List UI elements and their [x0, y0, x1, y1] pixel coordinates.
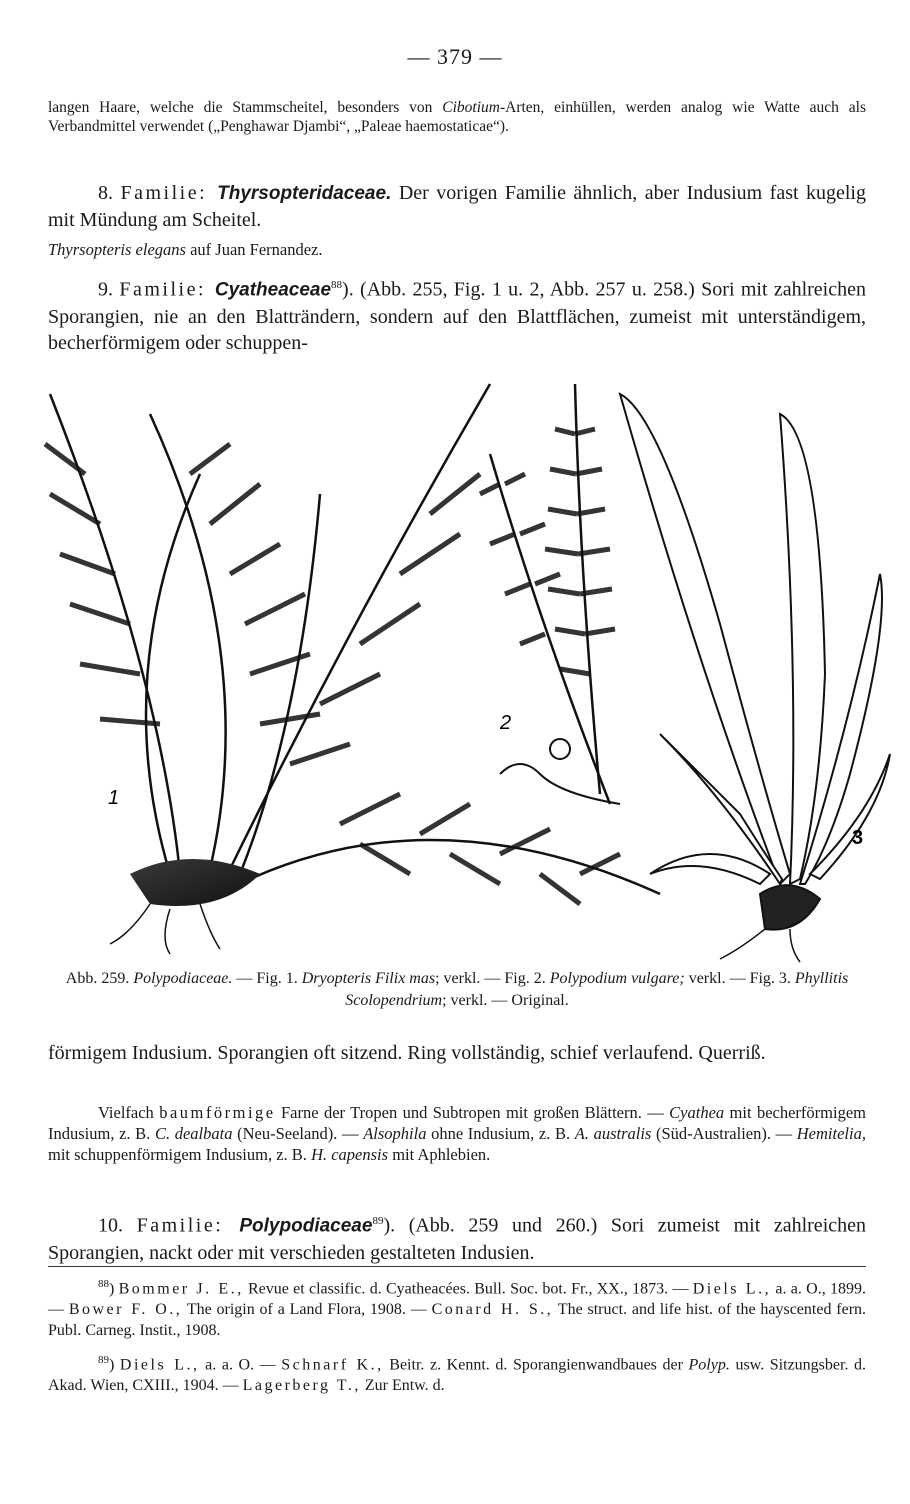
p3-spaced: baumförmige [159, 1103, 276, 1122]
caption-family: Polypodiaceae. [133, 970, 233, 987]
p3-hemitelia: Hemitelia, [796, 1124, 866, 1143]
fn88-bommer: Bommer J. E., [118, 1280, 244, 1298]
fn89-a2: a. a. O. — [199, 1356, 282, 1374]
phyllitis-drawing [620, 394, 890, 962]
fn89-a1: ) [109, 1356, 120, 1374]
footnote-ref-88: 88 [331, 279, 343, 291]
paragraph-intro [48, 98, 866, 136]
polypodium-drawing [480, 384, 620, 804]
thyrsopteris-species: Thyrsopteris elegans [48, 240, 186, 259]
family-10-label: Familie: [136, 1214, 240, 1237]
footnote-rule [48, 1266, 866, 1267]
paragraph-tree-ferns [48, 1102, 866, 1165]
family-9-name: Cyatheaceae [214, 279, 332, 301]
family-8-text: Der vorigen Familie ähnlich, aber Indusium fast kugelig mit Mündung am Scheitel. [48, 182, 866, 231]
fn89-a5: Zur Entw. d. [360, 1377, 445, 1395]
thyrsopteris-location: auf Juan Fernandez. [185, 240, 323, 259]
caption-end: ; verkl. — Original. [442, 992, 569, 1009]
caption-fig3: verkl. — Fig. 3. [684, 970, 795, 987]
fn89-lagerberg: Lagerberg T., [242, 1377, 361, 1395]
fern-figure [20, 374, 900, 966]
footnote-ref-89: 89 [372, 1215, 384, 1227]
cibotium-italic: Cibotium [442, 99, 500, 116]
family-8-species [48, 240, 866, 259]
family-10-name: Polypodiaceae [239, 1215, 373, 1237]
p3-cyathea: Cyathea [669, 1103, 725, 1122]
p3-a: Vielfach [98, 1103, 160, 1122]
p3-e: ohne Indusium, z. B. [426, 1124, 575, 1143]
family-10-number: 10. [98, 1214, 137, 1237]
p3-h: mit Aphlebien. [388, 1145, 491, 1164]
family-8-number: 8. [98, 182, 121, 204]
fn88-diels: Diels L., [692, 1280, 772, 1298]
caption-species-2: Polypodium vulgare; [549, 970, 685, 987]
family-9-paragraph [48, 272, 866, 356]
fn89-a4: usw. Sitzungsber. d. Akad. Wien, CXIII., 1904. — [48, 1356, 867, 1395]
footnote-89 [48, 1350, 866, 1396]
fn88-a2: Revue et classific. d. Cyatheacées. Bull. Soc. bot. Fr., XX., 1873. — [243, 1280, 693, 1298]
fn89-a3: Beitr. z. Kennt. d. Sporangienwandbaues der [383, 1356, 689, 1374]
fn88-a5: The struct. and life hist. of the hayscented fern. Publ. Carneg. Instit., 1908. [48, 1301, 867, 1340]
fn88-a3: a. a. O., 1899. — [48, 1280, 866, 1319]
family-10-text: ). (Abb. 259 und 260.) Sori zumeist mit zahlreichen Sporangien, nackt oder mit verschieden gestalteten Indusien. [48, 1214, 866, 1264]
family-9-text: ). (Abb. 255, Fig. 1 u. 2, Abb. 257 u. 258.) Sori mit zahlreichen Sporangien, nie an den Blatträndern, sondern auf den Blattflächen, zumeist mit unterständigem, becherförmigem oder schuppen- [48, 278, 866, 354]
fn88-bower: Bower F. O., [68, 1301, 183, 1319]
caption-abb: Abb. 259. [65, 970, 134, 987]
p3-alsophila: Alsophila [363, 1124, 427, 1143]
p3-dealbata: C. dealbata [154, 1124, 233, 1143]
fern-illustration [20, 374, 900, 966]
p3-d: (Neu-Seeland). — [232, 1124, 364, 1143]
p3-g: mit schuppenförmigem Indusium, z. B. [48, 1145, 312, 1164]
figure-caption [48, 968, 866, 1012]
family-8-label: Familie: [120, 182, 218, 204]
fn89-schnarf: Schnarf K., [281, 1356, 384, 1374]
family-10-paragraph [48, 1208, 866, 1266]
p3-capensis: H. capensis [311, 1145, 389, 1164]
caption-species-1: Dryopteris Filix mas [301, 970, 436, 987]
figure-label-3: 3 [852, 827, 864, 849]
figure-label-2: 2 [500, 712, 512, 734]
p3-f: (Süd-Australien). — [651, 1124, 797, 1143]
fn88-a1: ) [109, 1280, 119, 1298]
family-8-name: Thyrsopteridaceae. [217, 183, 392, 204]
family-8-paragraph [48, 180, 866, 233]
figure-label-1: 1 [108, 787, 120, 809]
caption-fig2: ; verkl. — Fig. 2. [435, 970, 550, 987]
caption-fig1: — Fig. 1. [232, 970, 302, 987]
p3-australis: A. australis [574, 1124, 652, 1143]
fn89-diels: Diels L., [119, 1356, 200, 1374]
family-9-number: 9. [98, 278, 120, 301]
intro-text-a: langen Haare, welche die Stammscheitel, besonders von [48, 99, 443, 116]
caption-species-3: Phyllitis Scolopendrium [345, 970, 849, 1009]
footnote-89-mark: 89 [98, 1354, 109, 1366]
footnote-88-mark: 88 [98, 1278, 109, 1290]
family-9-label: Familie: [119, 278, 215, 301]
fn88-conard: Conard H. S., [431, 1301, 554, 1319]
p3-b: Farne der Tropen und Subtropen mit großen Blättern. — [275, 1103, 670, 1122]
p3-c: mit becherförmigem Indusium, z. B. [48, 1103, 866, 1143]
footnote-88 [48, 1274, 866, 1341]
page-number: — 379 — [407, 44, 503, 69]
intro-text-b: -Arten, einhüllen, werden analog wie Watte auch als Verbandmittel verwendet („Penghawar Djambi“, „Paleae haemostaticae“). [48, 99, 866, 135]
paragraph-continuation: förmigem Indusium. Sporangien oft sitzend. Ring vollständig, schief verlaufend. Querriß. [48, 1042, 766, 1064]
fn89-polyp: Polyp. [688, 1356, 730, 1374]
fn88-a4: The origin of a Land Flora, 1908. — [182, 1301, 432, 1319]
